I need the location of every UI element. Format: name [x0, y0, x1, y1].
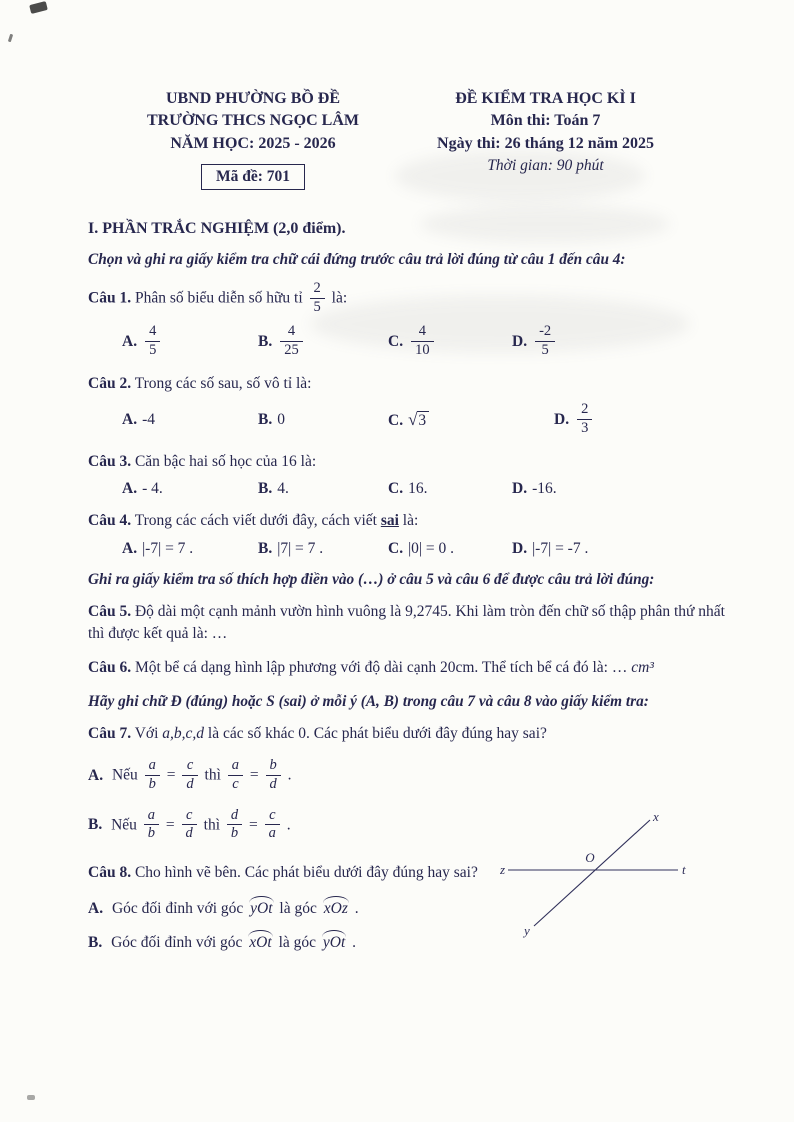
- fraction-denominator: b: [230, 825, 239, 842]
- option-b-label: B.: [258, 539, 273, 557]
- fraction-numerator: a: [144, 808, 159, 826]
- option-a-value: |-7| = 7 .: [142, 539, 194, 557]
- question-3-label: Câu 3.: [88, 452, 132, 470]
- option-d-label: D.: [512, 480, 528, 498]
- question-4-stem: [88, 510, 738, 532]
- option-d-label: D.: [554, 410, 570, 428]
- exam-duration: Thời gian: 90 phút: [487, 157, 604, 175]
- fraction-denominator: a: [268, 825, 276, 842]
- option-d: [512, 540, 738, 558]
- question-2-stem: [88, 373, 738, 395]
- option-b: [258, 324, 388, 360]
- option-d-label: D.: [512, 333, 528, 351]
- statement-8a-label: A.: [88, 900, 104, 918]
- question-7-label: Câu 7.: [88, 724, 132, 742]
- fraction-denominator: d: [269, 776, 277, 793]
- statement-8a-text-pre: Góc đối đỉnh với góc: [111, 900, 244, 918]
- fraction-denominator: 5: [313, 298, 321, 315]
- angle-name: yOt: [247, 897, 275, 918]
- question-6: [88, 657, 738, 679]
- option-b: [258, 411, 388, 429]
- instruction-fill-in: Ghi ra giấy kiểm tra số thích hợp điền vào (…) ở câu 5 và câu 6 để được câu trả lời đúng:: [88, 570, 655, 588]
- header-school-block: [88, 88, 418, 190]
- sqrt-expression: [408, 412, 429, 429]
- exam-subject: Môn thi: Toán 7: [490, 112, 601, 130]
- question-4-emphasis: sai: [380, 512, 399, 530]
- header-exam-block: [418, 88, 738, 190]
- fraction: [227, 808, 242, 842]
- fraction-numerator: 4: [145, 324, 160, 342]
- option-b: [258, 540, 388, 558]
- question-5: [88, 601, 738, 646]
- statement-7a-word: Nếu: [111, 767, 138, 785]
- statement-7a-label: A.: [88, 767, 104, 785]
- fraction: [145, 324, 160, 358]
- statement-8a: [88, 897, 528, 918]
- option-c-label: C.: [388, 539, 404, 557]
- question-4-options: [122, 540, 738, 558]
- statement-7a: [88, 758, 738, 794]
- figure-label-x: x: [653, 809, 659, 825]
- fraction: [182, 758, 197, 792]
- question-2-label: Câu 2.: [88, 374, 132, 392]
- fraction-denominator: d: [185, 825, 193, 842]
- figure-label-o: O: [585, 850, 595, 866]
- statement-7a-period: .: [287, 767, 292, 785]
- fraction-denominator: b: [148, 776, 156, 793]
- fraction: [182, 808, 197, 842]
- fraction-denominator: 10: [415, 342, 430, 359]
- option-c-label: C.: [388, 412, 404, 430]
- fraction-denominator: 5: [541, 342, 549, 359]
- question-7-text-post: là các số khác 0. Các phát biểu dưới đây đúng hay sai?: [207, 724, 547, 742]
- statement-8a-period: .: [354, 900, 359, 918]
- question-3-text: Căn bậc hai số học của 16 là:: [134, 452, 317, 470]
- line-y-x: [534, 820, 650, 926]
- question-5-text: Độ dài một cạnh mảnh vườn hình vuông là 9,2745. Khi làm tròn đến chữ số thập phân thứ nhất thì được kết quả là: …: [88, 602, 725, 642]
- fraction: [145, 758, 160, 792]
- option-b-value: 4.: [277, 480, 289, 498]
- question-1-options: [122, 324, 738, 360]
- option-c-label: C.: [388, 333, 404, 351]
- option-c-value: |0| = 0 .: [408, 539, 455, 557]
- fraction-numerator: 4: [411, 324, 434, 342]
- statement-8b: [88, 931, 528, 952]
- option-b-label: B.: [258, 333, 273, 351]
- question-6-label: Câu 6.: [88, 659, 132, 677]
- question-3-options: [122, 480, 738, 498]
- option-b-label: B.: [258, 480, 273, 498]
- question-3: [88, 451, 738, 498]
- question-1-suffix: là:: [331, 289, 348, 307]
- section-title: I. PHẦN TRẮC NGHIỆM (2,0 điểm).: [88, 220, 346, 238]
- exam-code-box: Mã đề: 701: [201, 164, 305, 190]
- option-c-label: C.: [388, 480, 404, 498]
- fraction-denominator: 3: [581, 419, 589, 436]
- school-year: NĂM HỌC: 2025 - 2026: [170, 134, 336, 152]
- option-d-value: |-7| = -7 .: [532, 539, 589, 557]
- option-d: [512, 324, 738, 360]
- question-8-text: Cho hình vẽ bên. Các phát biểu dưới đây đúng hay sai?: [134, 864, 478, 882]
- statement-8b-label: B.: [88, 934, 103, 952]
- scan-artifact-bottom-left: [27, 1095, 35, 1100]
- figure-label-z: z: [500, 862, 506, 878]
- fraction: [411, 324, 434, 358]
- option-c: [388, 480, 512, 498]
- option-d: [512, 480, 738, 498]
- option-b-value: 0: [277, 411, 285, 429]
- option-d: [554, 402, 738, 438]
- exam-date: Ngày thi: 26 tháng 12 năm 2025: [437, 134, 654, 152]
- question-8-label: Câu 8.: [88, 864, 132, 882]
- question-7-variables: a,b,c,d: [162, 724, 205, 742]
- intersecting-lines-figure: [500, 808, 692, 938]
- question-4-text-pre: Trong các cách viết dưới đây, cách viết: [134, 512, 377, 530]
- question-7-text-pre: Với: [134, 724, 159, 742]
- question-5-label: Câu 5.: [88, 602, 132, 620]
- statement-7b-label: B.: [88, 816, 103, 834]
- school-authority: UBND PHƯỜNG BỒ ĐỀ: [165, 90, 341, 107]
- question-7-stem: [88, 723, 738, 745]
- question-4-text-post: là:: [402, 512, 419, 530]
- statement-7b-word: thì: [203, 816, 221, 834]
- question-6-text: Một bể cá dạng hình lập phương với độ dài cạnh 20cm. Thể tích bể cá đó là: …: [134, 659, 628, 677]
- option-d-label: D.: [512, 539, 528, 557]
- fraction-denominator: 25: [284, 342, 299, 359]
- angle-name: xOt: [246, 931, 274, 952]
- fraction-numerator: c: [182, 758, 197, 776]
- option-d-value: -16.: [532, 480, 557, 498]
- question-8-stem: [88, 862, 528, 884]
- statement-8b-text-pre: Góc đối đỉnh với góc: [111, 934, 243, 952]
- question-2-options: [122, 402, 738, 438]
- statement-7b-period: .: [286, 816, 291, 834]
- fraction-numerator: d: [227, 808, 242, 826]
- fraction-denominator: c: [232, 776, 239, 793]
- question-1: [88, 281, 738, 361]
- question-3-stem: [88, 451, 738, 473]
- question-2-text: Trong các số sau, số vô tỉ là:: [134, 374, 312, 392]
- option-a-label: A.: [122, 480, 138, 498]
- fraction: [535, 324, 555, 358]
- question-2: [88, 373, 738, 439]
- option-c: [388, 324, 512, 360]
- fraction: [228, 758, 243, 792]
- equals-sign: =: [249, 816, 258, 834]
- fraction-denominator: d: [186, 776, 194, 793]
- question-4: [88, 510, 738, 557]
- fraction-numerator: c: [182, 808, 197, 826]
- option-a: [122, 324, 258, 360]
- option-a-label: A.: [122, 411, 138, 429]
- option-a-label: A.: [122, 333, 138, 351]
- fraction-numerator: a: [145, 758, 160, 776]
- fraction: [577, 402, 592, 436]
- statement-8a-text-mid: là góc: [279, 900, 317, 918]
- fraction: [280, 324, 303, 358]
- figure-label-t: t: [682, 862, 686, 878]
- question-4-label: Câu 4.: [88, 512, 132, 530]
- exam-header: [88, 88, 738, 190]
- school-name: TRƯỜNG THCS NGỌC LÂM: [146, 112, 359, 130]
- option-a: [122, 480, 258, 498]
- equals-sign: =: [166, 767, 176, 785]
- equals-sign: =: [165, 816, 175, 834]
- option-b: [258, 480, 388, 498]
- fraction-numerator: 4: [280, 324, 303, 342]
- option-c: [388, 540, 512, 558]
- radical-icon: √: [408, 410, 418, 430]
- fraction: [265, 808, 280, 842]
- option-b-value: |7| = 7 .: [277, 539, 324, 557]
- fraction-numerator: a: [228, 758, 243, 776]
- angle-name: yOt: [320, 931, 348, 952]
- fraction-denominator: 5: [149, 342, 157, 359]
- option-c: [388, 410, 554, 430]
- statement-8b-period: .: [352, 934, 357, 952]
- option-a-value: -4: [142, 411, 155, 429]
- fraction-numerator: 2: [577, 402, 592, 420]
- statement-7a-word: thì: [204, 767, 221, 785]
- option-b-label: B.: [258, 411, 273, 429]
- question-1-stem: [88, 281, 738, 317]
- instruction-multiple-choice: Chọn và ghi ra giấy kiểm tra chữ cái đứng trước câu trả lời đúng từ câu 1 đến câu 4:: [88, 251, 626, 269]
- option-a-value: - 4.: [142, 480, 163, 498]
- radicand: 3: [417, 411, 429, 430]
- fraction-denominator: b: [147, 825, 156, 842]
- statement-8b-text-mid: là góc: [278, 934, 317, 952]
- angle-name: xOz: [321, 897, 351, 918]
- option-c-value: 16.: [408, 480, 428, 498]
- option-a-label: A.: [122, 539, 138, 557]
- option-a: [122, 540, 258, 558]
- fraction-numerator: c: [265, 808, 280, 826]
- question-1-label: Câu 1.: [88, 289, 132, 307]
- equals-sign: =: [249, 767, 259, 785]
- figure-label-y: y: [524, 923, 530, 939]
- instruction-true-false: Hãy ghi chữ Đ (đúng) hoặc S (sai) ở mỗi ý (A, B) trong câu 7 và câu 8 vào giấy kiểm tra:: [88, 692, 649, 710]
- question-6-unit: cm³: [631, 659, 654, 677]
- exam-title: ĐỀ KIỂM TRA HỌC KÌ I: [455, 90, 636, 107]
- fraction-numerator: 2: [310, 281, 325, 299]
- fraction: [266, 758, 281, 792]
- fraction: [310, 281, 325, 315]
- fraction: [144, 808, 159, 842]
- option-a: [122, 411, 258, 429]
- statement-7b-word: Nếu: [111, 816, 137, 834]
- question-1-text: Phân số biểu diễn số hữu tỉ: [134, 289, 303, 307]
- fraction-numerator: -2: [535, 324, 555, 342]
- fraction-numerator: b: [266, 758, 281, 776]
